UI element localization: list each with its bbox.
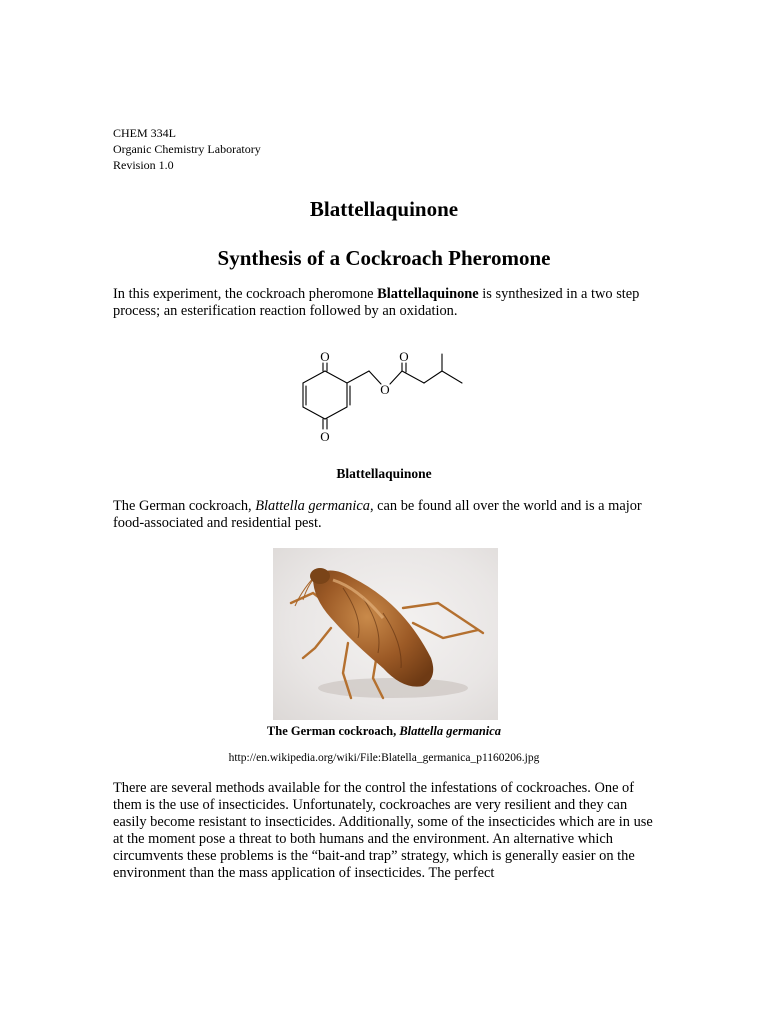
lab-name: Organic Chemistry Laboratory <box>113 142 261 156</box>
cockroach-text-end: , can be found all over the world and is a major food-associated and residential pest. <box>113 498 642 531</box>
photo-caption-text: The German cockroach, <box>266 724 400 738</box>
cockroach-paragraph <box>113 498 658 532</box>
atom-label-o-bottom-ring: O <box>320 429 330 444</box>
intro-compound-name: Blattellaquinone <box>377 286 479 302</box>
control-methods-paragraph: There are several methods available for the control the infestations of cockroaches. One of them is the use of insecticides. Unfortunately, cockroaches are very resilient and they can easily become resistant to insecticides. Additionally, some of the insecticides which are in use at the moment pose a threat to both humans and the environment. An alternative which circumvents these problems is the “bait-and trap” strategy, which is generally easier on the environment than the mass application of insecticides. The perfect <box>113 780 653 881</box>
cockroach-text-start: The German cockroach, <box>113 498 256 514</box>
revision-label: Revision 1.0 <box>113 158 174 172</box>
atom-label-o-top-ring: O <box>320 349 330 364</box>
blattellaquinone-structure <box>290 344 480 459</box>
atom-label-o-ester-carbonyl: O <box>399 349 409 364</box>
intro-text-start: In this experiment, the cockroach pheromone <box>113 286 378 302</box>
structure-caption: Blattellaquinone <box>336 466 432 481</box>
photo-source-url: http://en.wikipedia.org/wiki/File:Blatella_germanica_p1160206.jpg <box>228 752 540 764</box>
document-subtitle: Synthesis of a Cockroach Pheromone <box>217 246 551 270</box>
intro-text-end: is synthesized in a two step process; an esterification reaction followed by an oxidation. <box>113 286 640 319</box>
course-code: CHEM 334L <box>113 126 176 140</box>
species-name: Blattella germanica <box>255 498 370 514</box>
intro-paragraph <box>113 286 658 320</box>
document-title: Blattellaquinone <box>309 197 459 221</box>
atom-label-o-ester: O <box>380 382 390 397</box>
photo-caption-species: Blattella germanica <box>399 724 502 738</box>
photo-caption <box>0 724 768 739</box>
cockroach-photo <box>273 548 498 720</box>
course-header <box>113 125 261 173</box>
